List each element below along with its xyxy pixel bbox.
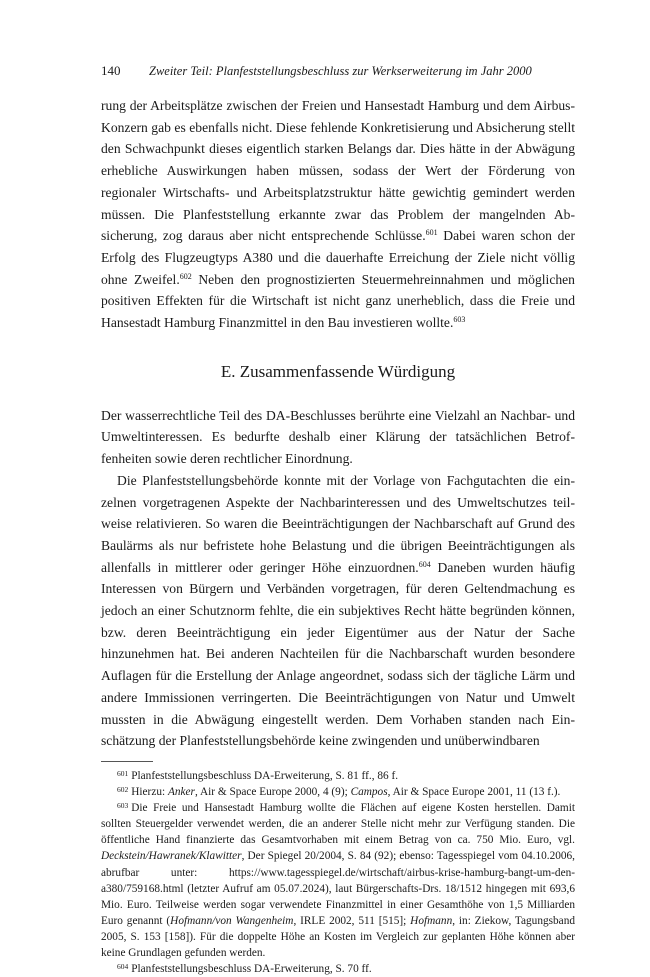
footnote-ref-603[interactable]: 603 bbox=[453, 315, 466, 325]
page-number: 140 bbox=[101, 63, 121, 78]
paragraph-summary: Der wasserrechtliche Teil des DA-Beschlusses berührte eine Vielzahl an Nachbar- und Umweltinteressen. Es bedurfte deshalb einer Klärung der tatsächlichen Betroffenheiten sowie deren rechtlicher Einordnung. bbox=[101, 407, 575, 467]
running-title: Zweiter Teil: Planfeststellungsbeschluss zur Werkserweiterung im Jahr 2000 bbox=[149, 64, 532, 78]
book-page bbox=[101, 60, 575, 977]
footnote-602: $^{602}$ Hierzu: Anker, Air & Space Europe 2000, 4 (9); Campos, Air & Space Europe 2001, 11 (13 f.). bbox=[117, 785, 561, 799]
footnotes bbox=[101, 768, 575, 977]
footnote-divider bbox=[101, 761, 153, 762]
paragraph-continuation: rung der Arbeitsplätze zwischen der Freien und Hansestadt Hamburg und dem Airbus-Konzern gab es ebenfalls nicht. Diese fehlende Konkretisierung und Absicherung stellt den Schwachpunkt dieses eigentlich starken Belangs dar. Dies hätte in der Abwägung erhebliche Auswirkungen haben müssen, sodass der Wert der Förderung von regionaler Wirtschafts- und Arbeitsplatzstruktur hätte gewichtig gemindert werden müssen. Die Planfeststellung erkannte zwar das Problem der mangelnden Absicherung, zog daraus aber nicht entsprechende Schlüsse.$^{601}$ Dabei waren schon der Erfolg des Flugzeugtyps A380 und die dauerhafte Erreichung der Ziele nicht völlig ohne Zweifel.$^{602}$ Neben den prognostizierten Steuermehreinnahmen und möglichen positiven Effekten für die Wirtschaft ist nicht ganz unerheblich, dass die Freie und Hansestadt Hamburg Finanzmittel in den Bau investieren wollte.$^{603}$ bbox=[101, 98, 575, 331]
footnote-601: $^{601}$ Planfeststellungsbeschluss DA-Erweiterung, S. 81 ff., 86 f. bbox=[117, 768, 399, 782]
footnote-604: $^{604}$ Planfeststellungsbeschluss DA-Erweiterung, S. 70 ff. bbox=[117, 962, 372, 976]
paragraph-assessment: Die Planfeststellungsbehörde konnte mit der Vorlage von Fachgutachten die einzelnen vorgetragenen Aspekte der Nachbarinteressen und des Umweltschutzes teilweise relativieren. So waren die Beeinträchtigungen der Nachbarschaft auf Grund des Baulärms als nur befristete hohe Belastung und die übrigen Beeinträchtigungen als allenfalls in mittlerer oder geringer Höhe einzuordnen.$^{604}$ Daneben wurden häufig Interessen von Bürgern und Verbänden vorgetragen, für deren Geltendmachung es jedoch an einer Schutznorm fehlte, die ein subjektives Recht hätte begründen können, bzw. deren Beeinträchtigung ein jeder Eigentümer aus der Natur der Sache hinzunehmen hat. Bei anderen Nachteilen für die Nachbarschaft wurden besondere Auflagen für die Erstellung der Anlage angeordnet, sodass sich der tägliche Lärm und andere Immissionen verringerten. Die Beeinträchtigungen von Natur und Umwelt mussten in die Abwägung eingestellt werden. Dem Vorhaben standen nach Einschätzung der Planfeststellungsbehörde keine zwingenden und unüberwindbaren bbox=[101, 472, 575, 749]
footnote-ref-604[interactable]: 604 bbox=[418, 559, 431, 569]
page-header bbox=[101, 60, 575, 82]
section-heading: E. Zusammenfassende Würdigung bbox=[220, 361, 456, 381]
main-text bbox=[101, 95, 575, 752]
footnote-ref-602[interactable]: 602 bbox=[179, 271, 192, 281]
footnote-603: $^{603}$ Die Freie und Hansestadt Hamburg wollte die Flächen auf eigene Kosten herstellen. Damit sollten Steuergelder verwendet werden, die an anderer Stelle nicht mehr zur Verfügung standen. Die öffentliche Hand finanzierte das Gesamtvorhaben mit einem Betrag von ca. 750 Mio. Euro, vgl. Deckstein/Hawranek/Klawitter, Der Spiegel 20/2004, S. 84 (92); ebenso: Tagesspiegel vom 04.10.2006, abrufbar unter: https://www.tagesspiegel.de/wirtschaft/airbus-krise-hamburg-bangt-um-den-a380/759168.html (letzter Aufruf am 05.07.2024), laut Bürgerschafts-Drs. 18/1512 hingegen mit 693,6 Mio. Euro. Teilweise werden sogar verwendete Finanzmittel in einer Gesamthöhe von 1,5 Milliarden Euro genannt (Hofmann/von Wangenheim, IRLE 2002, 511 [515]; Hofmann, in: Ziekow, Tagungsband 2005, S. 153 [158]). Für die doppelte Höhe an Kosten im Vergleich zur geplanten Höhe können aber keine Grundlagen gefunden werden. bbox=[101, 801, 575, 960]
footnote-ref-601[interactable]: 601 bbox=[425, 228, 438, 238]
